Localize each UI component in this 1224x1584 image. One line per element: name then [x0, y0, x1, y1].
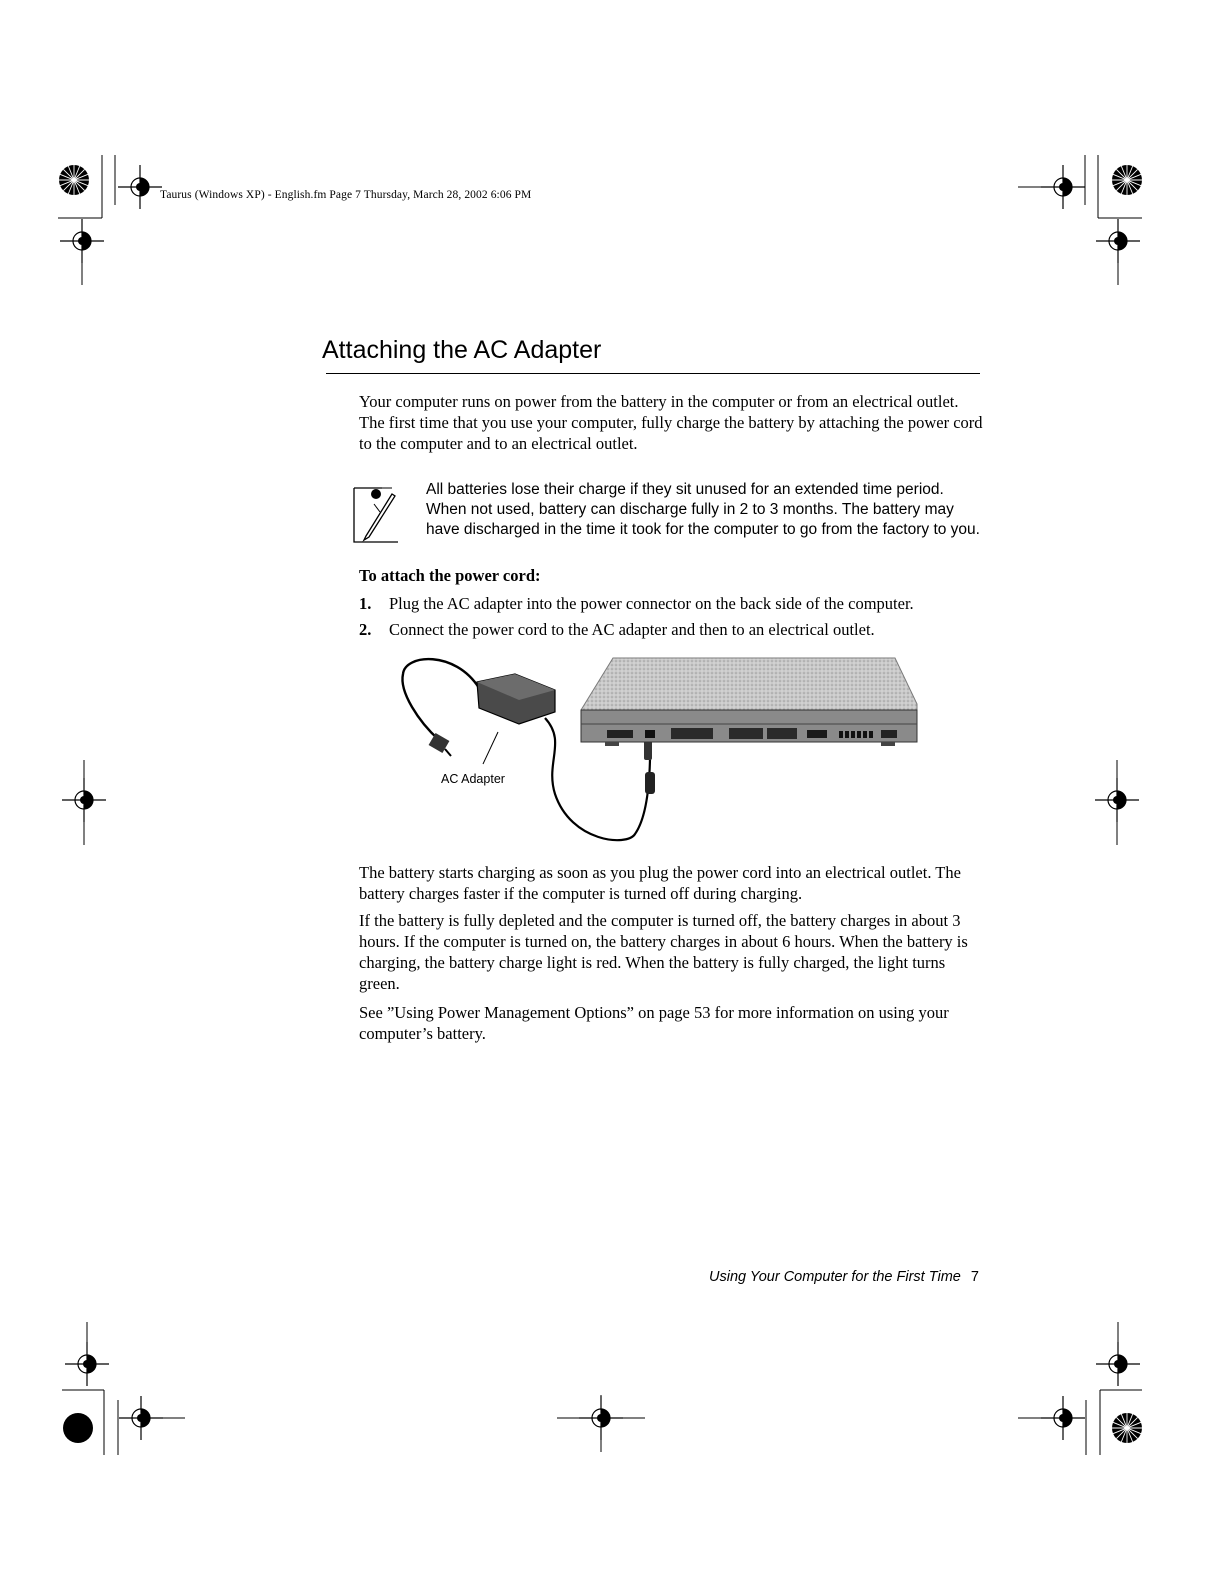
page-number: 7 — [970, 1269, 979, 1285]
note-text: All batteries lose their charge if they sit unused for an extended time period. When not used, battery can discharge fully in 2 to 3 months. The battery may have discharged in the time it took for the computer to go from the factory to you. — [426, 481, 980, 538]
step-number: 1. — [359, 594, 372, 613]
paragraph-charging-start: The battery starts charging as soon as you plug the power cord into an electrical outlet. The battery charges faster if the computer is turned off during charging. — [359, 863, 961, 903]
step-text: Plug the AC adapter into the power connector on the back side of the computer. — [389, 594, 914, 613]
section-title: Attaching the AC Adapter — [322, 336, 602, 364]
procedure-step — [359, 593, 914, 614]
paragraph-charging-time: If the battery is fully depleted and the computer is turned off, the battery charges in about 3 hours. If the computer is turned on, the battery charges in about 6 hours. When the battery is charging, the battery charge light is red. When the battery is fully charged, the light turns green. — [359, 911, 968, 993]
figure-label-ac-adapter: AC Adapter — [441, 772, 505, 786]
note-pen-icon — [352, 482, 402, 546]
paragraph-see-also: See ”Using Power Management Options” on page 53 for more information on using your computer’s battery. — [359, 1003, 949, 1043]
step-number: 2. — [359, 620, 372, 639]
procedure-step — [359, 619, 875, 640]
footer-chapter-title: Using Your Computer for the First Time — [709, 1269, 961, 1285]
procedure-heading: To attach the power cord: — [359, 566, 541, 585]
running-header: Taurus (Windows XP) - English.fm Page 7 Thursday, March 28, 2002 6:06 PM — [160, 189, 532, 201]
ac-adapter-illustration — [395, 652, 925, 852]
page-footer — [709, 1269, 979, 1285]
intro-paragraph: Your computer runs on power from the battery in the computer or from an electrical outlet. The first time that you use your computer, fully charge the battery by attaching the power cord to the computer and to an electrical outlet. — [359, 392, 983, 453]
step-text: Connect the power cord to the AC adapter and then to an electrical outlet. — [389, 620, 875, 639]
title-rule — [326, 373, 980, 374]
